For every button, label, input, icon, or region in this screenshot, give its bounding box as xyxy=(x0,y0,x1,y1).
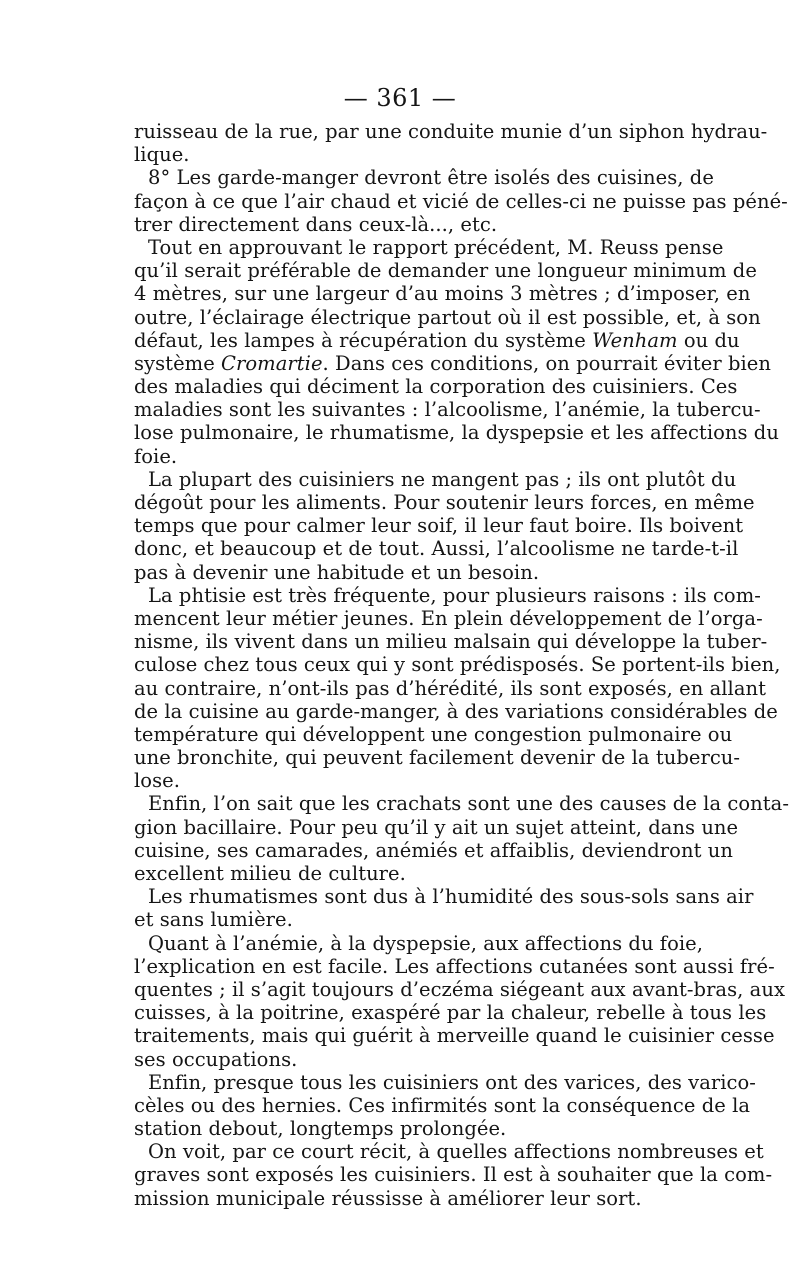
text-line xyxy=(134,838,733,862)
text-line xyxy=(134,1070,756,1094)
page-number: — 361 — xyxy=(343,84,457,112)
text-line xyxy=(134,282,751,306)
text-line-segment: donc, et beaucoup et de tout. Aussi, l’alcoolisme ne tarde-t-il xyxy=(134,537,739,561)
text-line-segment: On voit, par ce court récit, à quelles affections nombreuses et xyxy=(148,1140,764,1164)
text-line xyxy=(134,769,682,792)
text-line-segment: système xyxy=(134,351,222,375)
text-line xyxy=(134,259,757,283)
text-line xyxy=(134,630,768,654)
text-line xyxy=(134,328,740,352)
text-line-segment: graves sont exposés les cuisiniers. Il est à souhaiter que la com- xyxy=(134,1163,773,1187)
text-line xyxy=(134,815,739,839)
text-line-segment: 4 mètres, sur une largeur d’au moins 3 mètres ; d’imposer, en xyxy=(134,282,751,306)
body-text xyxy=(134,120,789,1210)
text-line xyxy=(134,537,739,561)
text-line xyxy=(134,120,768,143)
text-line xyxy=(134,166,714,190)
text-line-segment: l’explication en est facile. Les affections cutanées sont aussi fré- xyxy=(134,954,775,978)
text-line xyxy=(134,1163,773,1187)
text-line-segment: lique. xyxy=(134,143,190,167)
text-line-segment: . Dans ces conditions, on pourrait éviter bien xyxy=(322,351,771,375)
text-line-segment: température qui développent une congestion pulmonaire ou xyxy=(134,722,733,746)
text-line-segment: 8° Les garde-manger devront être isolés des cuisines, de xyxy=(148,166,714,190)
text-line xyxy=(134,583,761,607)
text-line xyxy=(134,954,775,978)
text-line xyxy=(134,143,682,166)
text-line-segment: et sans lumière. xyxy=(134,908,293,932)
text-line xyxy=(134,491,755,514)
text-line xyxy=(134,1048,682,1071)
text-line-segment: temps que pour calmer leur soif, il leur faut boire. Ils boivent xyxy=(134,514,744,538)
text-line xyxy=(134,421,779,445)
text-line-segment: une bronchite, qui peuvent facilement devenir de la tubercu- xyxy=(134,746,741,770)
text-line-segment: lose. xyxy=(134,769,180,793)
text-line-segment: pas à devenir une habitude et un besoin. xyxy=(134,560,540,584)
text-line-segment: ou du xyxy=(677,328,740,352)
text-line-segment: mission municipale réussisse à améliorer leur sort. xyxy=(134,1186,642,1210)
text-line-segment: Enfin, l’on sait que les crachats sont une des causes de la conta- xyxy=(148,792,789,816)
text-line xyxy=(134,561,682,584)
text-line-segment: Tout en approuvant le rapport précédent, M. Reuss pense xyxy=(148,235,724,259)
text-line xyxy=(134,467,737,491)
text-line xyxy=(134,977,785,1001)
text-line xyxy=(134,1093,751,1117)
text-line xyxy=(134,1024,775,1048)
text-line xyxy=(134,931,703,955)
text-line-segment: station debout, longtemps prolongée. xyxy=(134,1117,507,1141)
text-line xyxy=(134,1001,767,1025)
text-line xyxy=(134,699,778,723)
text-line-segment: maladies sont les suivantes : l’alcoolisme, l’anémie, la tubercu- xyxy=(134,398,761,422)
italic-name: Wenham xyxy=(592,328,678,352)
text-line-segment: des maladies qui déciment la corporation des cuisiniers. Ces xyxy=(134,375,738,399)
text-line-segment: gion bacillaire. Pour peu qu’il y ait un sujet atteint, dans une xyxy=(134,815,739,839)
text-line-segment: façon à ce que l’air chaud et vicié de celles-ci ne puisse pas péné- xyxy=(134,189,788,213)
text-line-segment: Les rhumatismes sont dus à l’humidité des sous-sols sans air xyxy=(148,885,754,909)
text-line xyxy=(134,213,682,236)
text-line xyxy=(134,653,781,677)
text-line-segment: nisme, ils vivent dans un milieu malsain qui développe la tuber- xyxy=(134,630,768,654)
text-line xyxy=(134,885,754,909)
text-line-segment: culose chez tous ceux qui y sont prédisposés. Se portent-ils bien, xyxy=(134,653,781,677)
text-line xyxy=(134,676,766,700)
text-line xyxy=(134,375,738,399)
text-line-segment: outre, l’éclairage électrique partout où il est possible, et, à son xyxy=(134,305,761,329)
text-line-segment: lose pulmonaire, le rhumatisme, la dyspepsie et les affections du xyxy=(134,421,779,445)
text-line xyxy=(134,514,744,538)
text-line-segment: La phtisie est très fréquente, pour plusieurs raisons : ils com- xyxy=(148,583,761,607)
text-line-segment: défaut, les lampes à récupération du système xyxy=(134,328,593,352)
text-line xyxy=(134,606,763,630)
text-line-segment: cuisses, à la poitrine, exaspéré par la chaleur, rebelle à tous les xyxy=(134,1001,767,1025)
text-line xyxy=(134,351,771,375)
text-line-segment: traitements, mais qui guérit à merveille quand le cuisinier cesse xyxy=(134,1024,775,1048)
text-line xyxy=(134,908,682,931)
text-line-segment: excellent milieu de culture. xyxy=(134,862,406,885)
text-line xyxy=(134,398,761,422)
text-line-segment: La plupart des cuisiniers ne mangent pas ; ils ont plutôt du xyxy=(148,467,737,491)
text-line-segment: de la cuisine au garde-manger, à des variations considérables de xyxy=(134,699,778,723)
text-line-segment: mencent leur métier jeunes. En plein développement de l’orga- xyxy=(134,606,763,630)
text-line-segment: cèles ou des hernies. Ces infirmités sont la conséquence de la xyxy=(134,1093,751,1117)
text-line xyxy=(134,1187,682,1210)
text-line xyxy=(134,445,682,468)
text-line xyxy=(134,722,733,746)
text-line-segment: au contraire, n’ont-ils pas d’hérédité, ils sont exposés, en allant xyxy=(134,676,766,700)
text-line xyxy=(134,792,789,816)
text-line-segment: cuisine, ses camarades, anémiés et affaiblis, deviendront un xyxy=(134,838,733,862)
text-line-segment: trer directement dans ceux-là..., etc. xyxy=(134,212,498,236)
italic-name: Cromartie xyxy=(221,351,323,375)
text-line-segment: qu’il serait préférable de demander une longueur minimum de xyxy=(134,259,757,283)
text-line-segment: foie. xyxy=(134,444,178,468)
text-line xyxy=(134,1117,682,1140)
text-line-segment: ses occupations. xyxy=(134,1047,298,1071)
text-line xyxy=(134,862,682,885)
text-line-segment: dégoût pour les aliments. Pour soutenir leurs forces, en même xyxy=(134,491,755,514)
text-line xyxy=(134,746,741,770)
text-line xyxy=(134,189,788,213)
text-line xyxy=(134,235,724,259)
text-line xyxy=(134,1140,764,1164)
text-line-segment: ruisseau de la rue, par une conduite munie d’un siphon hydrau- xyxy=(134,120,768,143)
text-line xyxy=(134,305,761,329)
text-line-segment: quentes ; il s’agit toujours d’eczéma siégeant aux avant-bras, aux xyxy=(134,977,785,1001)
text-line-segment: Quant à l’anémie, à la dyspepsie, aux affections du foie, xyxy=(148,931,703,955)
text-line-segment: Enfin, presque tous les cuisiniers ont des varices, des varico- xyxy=(148,1070,756,1094)
